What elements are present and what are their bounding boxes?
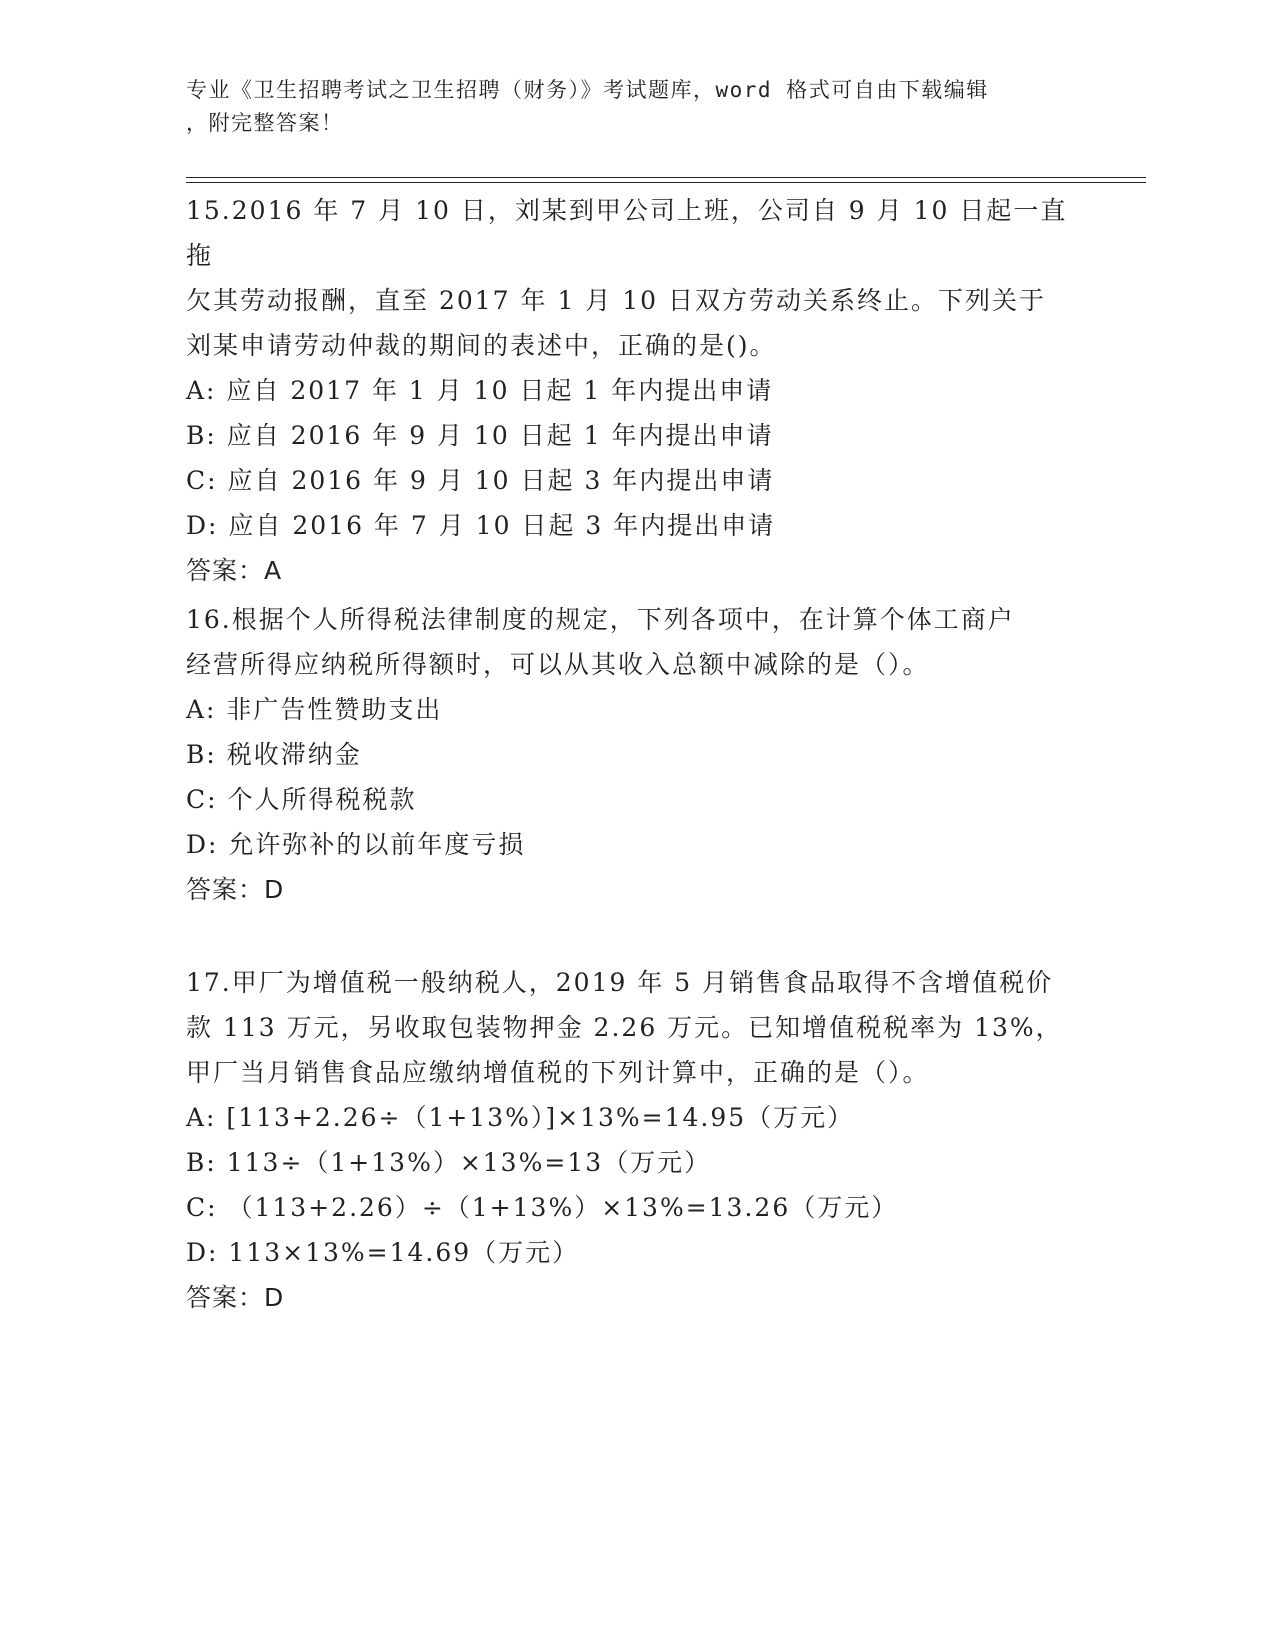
option-d: D: 113×13%=14.69（万元） [186, 1238, 580, 1267]
option-b: B: 应自 2016 年 9 月 10 日起 1 年内提出申请 [186, 421, 774, 450]
option-a: A: [113+2.26÷（1+13%）]×13%=14.95（万元） [186, 1103, 855, 1132]
option-c: C: 应自 2016 年 9 月 10 日起 3 年内提出申请 [186, 466, 775, 495]
option-b: B: 税收滞纳金 [186, 740, 362, 769]
answer-line: 答案：A [186, 556, 283, 585]
question-stem-line: 甲厂当月销售食品应缴纳增值税的下列计算中，正确的是（）。 [186, 1058, 930, 1087]
answer-line: 答案：D [186, 1283, 285, 1312]
header-divider-top [186, 177, 1146, 178]
header-line-1: 专业《卫生招聘考试之卫生招聘（财务）》考试题库，word 格式可自由下载编辑 [186, 78, 989, 102]
question-15 [186, 188, 1076, 593]
header-line-2: ，附完整答案！ [186, 111, 344, 135]
option-c: C: 个人所得税税款 [186, 785, 417, 814]
document-header [186, 74, 1066, 140]
question-stem-line: 款 113 万元，另收取包装物押金 2.26 万元。已知增值税税率为 13%， [186, 1013, 1063, 1042]
question-stem-line: 15.2016 年 7 月 10 日，刘某到甲公司上班，公司自 9 月 10 日起一直拖 [186, 196, 1068, 270]
question-17 [186, 960, 1076, 1320]
option-b: B: 113÷（1+13%）×13%=13（万元） [186, 1148, 712, 1177]
question-stem-line: 刘某申请劳动仲裁的期间的表述中，正确的是()。 [186, 331, 777, 360]
question-16 [186, 597, 1076, 912]
option-d: D: 允许弥补的以前年度亏损 [186, 830, 526, 859]
question-stem-line: 经营所得应纳税所得额时，可以从其收入总额中减除的是（）。 [186, 650, 930, 679]
header-divider-bottom [186, 182, 1146, 183]
option-a: A: 非广告性赞助支出 [186, 695, 443, 724]
option-d: D: 应自 2016 年 7 月 10 日起 3 年内提出申请 [186, 511, 776, 540]
option-a: A: 应自 2017 年 1 月 10 日起 1 年内提出申请 [186, 376, 774, 405]
option-c: C: （113+2.26）÷（1+13%）×13%=13.26（万元） [186, 1193, 899, 1222]
question-stem-line: 欠其劳动报酬，直至 2017 年 1 月 10 日双方劳动关系终止。下列关于 [186, 286, 1047, 315]
question-stem-line: 16.根据个人所得税法律制度的规定，下列各项中，在计算个体工商户 [186, 605, 1015, 634]
question-stem-line: 17.甲厂为增值税一般纳税人，2019 年 5 月销售食品取得不含增值税价 [186, 968, 1054, 997]
answer-line: 答案：D [186, 875, 285, 904]
